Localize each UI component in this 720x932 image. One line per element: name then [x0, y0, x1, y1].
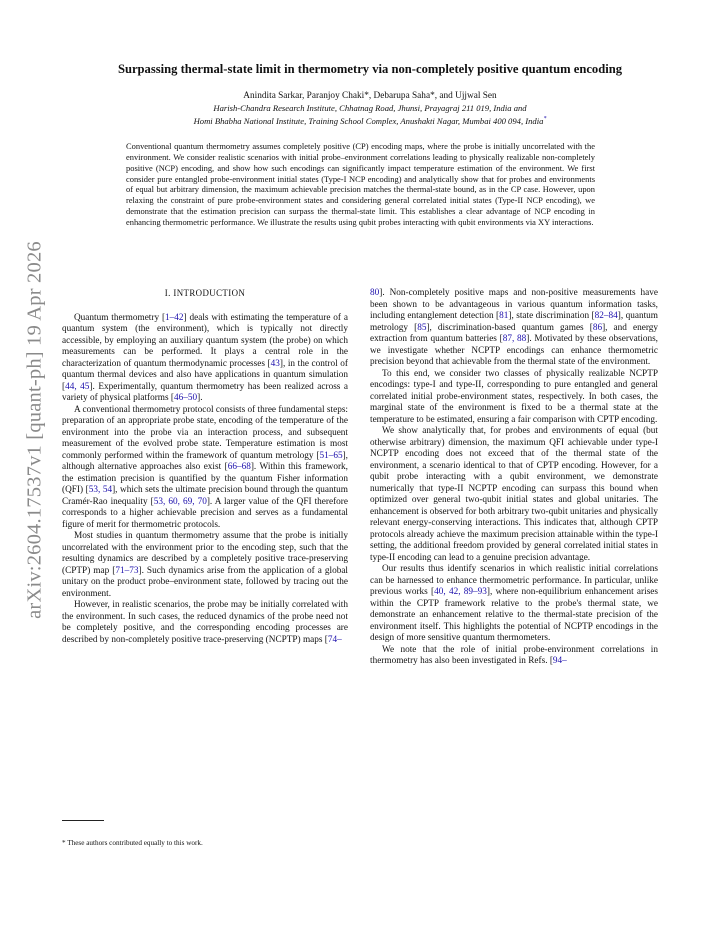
right-column: [370, 288, 658, 668]
intro-paragraph-9: We note that the role of initial probe-environment correlations in thermometry has also been investigated in Refs. [94–: [370, 644, 658, 666]
affiliation-2: [60, 116, 680, 126]
citation-link[interactable]: 46–50: [174, 393, 198, 403]
left-column: [62, 288, 348, 646]
citation-link[interactable]: 94–: [552, 656, 567, 666]
intro-paragraph-1: Quantum thermometry [1–42] deals with estimating the temperature of a quantum system (the environment), which is typically not directly accessible, by employing an auxiliary quantum system (the probe) on which measurements can be performed. It plays a central role in the characterization of quantum thermodynamic processes [43], in the control of quantum thermal devices and also have applications in quantum simulation [44, 45]. Experimentally, quantum thermometry has been realized across a variety of physical platforms [46–50].: [62, 312, 349, 403]
footnote: * These authors contributed equally to this work.: [62, 839, 203, 847]
citation-link[interactable]: 40, 42, 89–93: [434, 587, 487, 597]
citation-link[interactable]: 71–73: [115, 565, 139, 576]
author-list: Anindita Sarkar, Paranjoy Chaki*, Debarupa Saha*, and Ujjwal Sen: [243, 91, 497, 101]
citation-link[interactable]: 51–65: [319, 450, 343, 461]
footnote-rule: [62, 820, 104, 821]
intro-paragraph-4: However, in realistic scenarios, the probe may be initially correlated with the environment. In such cases, the reduced dynamics of the probe need not be completely positive, and the corresponding encoding processes are described by non-completely positive trace-preserving (NCPTP) maps [74–: [62, 600, 348, 645]
citation-link[interactable]: 1–42: [165, 312, 184, 323]
citation-link[interactable]: 66–68: [227, 462, 251, 472]
intro-paragraph-7: We show analytically that, for probes and environments of equal (but otherwise arbitrary) dimension, the maximum QFI achievable under type-I NCPTP encoding does not exceed that of the thermal state of the environment, a scenario identical to that of CPTP encoding. However, for a qubit probe interacting with a qubit environment, we demonstrate numerically that type-II NCPTP encoding can surpass this bound when optimized over general two-qubit initial states and global unitaries. The enhancement is observed for both arbitrary two-qubit unitaries and physically relevant energy-conserving interactions. This indicates that, although CPTP protocols already achieve the maximum precision attainable within the type-I setting, the additional freedom provided by general correlated initial states in type-II encoding can lead to a genuine precision advantage.: [370, 426, 658, 563]
citation-link[interactable]: 53, 60, 69, 70: [153, 496, 207, 507]
citation-link[interactable]: 85: [417, 322, 427, 333]
citation-link[interactable]: 82–84: [594, 311, 618, 321]
affiliation-2-text: Homi Bhabha National Institute, Training School Complex, Anushakti Nagar, Mumbai 400 094, India: [193, 116, 544, 126]
citation-link[interactable]: 74–: [327, 634, 342, 645]
paper-title: Surpassing thermal-state limit in thermometry via non-completely positive quantum encoding: [117, 62, 623, 76]
intro-paragraph-5: 80]. Non-completely positive maps and non-positive measurements have been shown to be advantageous in various quantum information tasks, including entanglement detection [81], state discrimination [82–84], quantum metrology [85], discrimination-based quantum games [86], and energy extraction from quantum batteries [87, 88]. Motivated by these observations, we investigate whether NCPTP encodings can enhance thermometric precision beyond that achievable from the thermal state of the environment.: [370, 288, 658, 367]
intro-paragraph-8: Our results thus identify scenarios in which realistic initial correlations can be harnessed to enhance thermometric performance. In particular, unlike previous works [40, 42, 89–93], where non-equilibrium enhancement arises within the CPTP framework relative to the probe's thermal state, we demonstrate an enhancement relative to the thermal-state precision of the environment itself. This highlights the potential of NCPTP encodings in the design of more sensitive quantum thermometers.: [370, 564, 658, 643]
affiliation-1: Harish-Chandra Research Institute, Chhatnag Road, Jhunsi, Prayagraj 211 019, India and: [213, 103, 527, 113]
section-heading-introduction: I. INTRODUCTION: [164, 288, 246, 298]
citation-link[interactable]: 44, 45: [65, 381, 90, 392]
intro-paragraph-6: To this end, we consider two classes of physically realizable NCPTP encodings: type-I and type-II, corresponding to pure entangled and general correlated initial probe-environment states, respectively. In both cases, the marginal state of the environment is fixed to be a thermal state at the temperature to be estimated, ensuring a fair comparison with CPTP encoding.: [370, 368, 658, 425]
intro-paragraph-3: Most studies in quantum thermometry assume that the probe is initially uncorrelated with the environment prior to the encoding step, such that the resulting dynamics are described by a completely positive trace-preserving (CPTP) map [71–73]. Such dynamics arise from the application of a global unitary on the product probe–environment state, followed by tracing out the environment.: [62, 531, 348, 599]
citation-link[interactable]: 53, 54: [88, 485, 113, 495]
citation-link[interactable]: 43: [270, 358, 280, 369]
citation-link[interactable]: 80: [370, 288, 380, 298]
abstract: Conventional quantum thermometry assumes completely positive (CP) encoding maps, where the probe is initially uncorrelated with the environment. We consider realistic scenarios with initial probe–environment correlations leading to physically realizable non-completely positive (NCP) encoding, and show how such encodings can significantly impact temperature estimation of the environment. We first consider pure entangled probe-environment initial states (Type-I NCP encoding) and analytically show that for probes and environments of equal but arbitrary dimension, the maximum achievable precision matches the thermal-state bound, as in the CP case. However, upon relaxing the constraint of pure probe-environment states and considering general correlated initial states (Type-II NCP encoding), we demonstrate that the estimation precision can surpass the thermal-state limit. This establishes a clear advantage of NCP encoding in enhancing thermometric performance. We illustrate the results using qubit probes interacting with qubit environments via XY interactions.: [126, 141, 595, 227]
citation-link[interactable]: 86: [592, 322, 603, 333]
intro-paragraph-2: A conventional thermometry protocol consists of three fundamental steps: preparation of an appropriate probe state, encoding of the temperature of the environment into the probe via an interaction process, and subsequent measurement of the evolved probe state. Temperature estimation is most commonly performed within the framework of quantum metrology [51–65], although alternative approaches also exist [66–68]. Within this framework, the estimation precision is quantified by the quantum Fisher information (QFI) [53, 54], which sets the ultimate precision bound through the quantum Cramér-Rao inequality [53, 60, 69, 70]. A larger value of the QFI therefore corresponds to a higher achievable precision and serves as a fundamental figure of merit for thermometric protocols.: [62, 404, 349, 530]
citation-link[interactable]: 81: [499, 311, 509, 321]
arxiv-sidebar: [6, 195, 64, 665]
arxiv-identifier: arXiv:2604.17537v1 [quant-ph] 19 Apr 2026: [23, 241, 46, 619]
affiliation-footnote-mark[interactable]: *: [543, 116, 547, 123]
citation-link[interactable]: 87, 88: [502, 334, 527, 344]
